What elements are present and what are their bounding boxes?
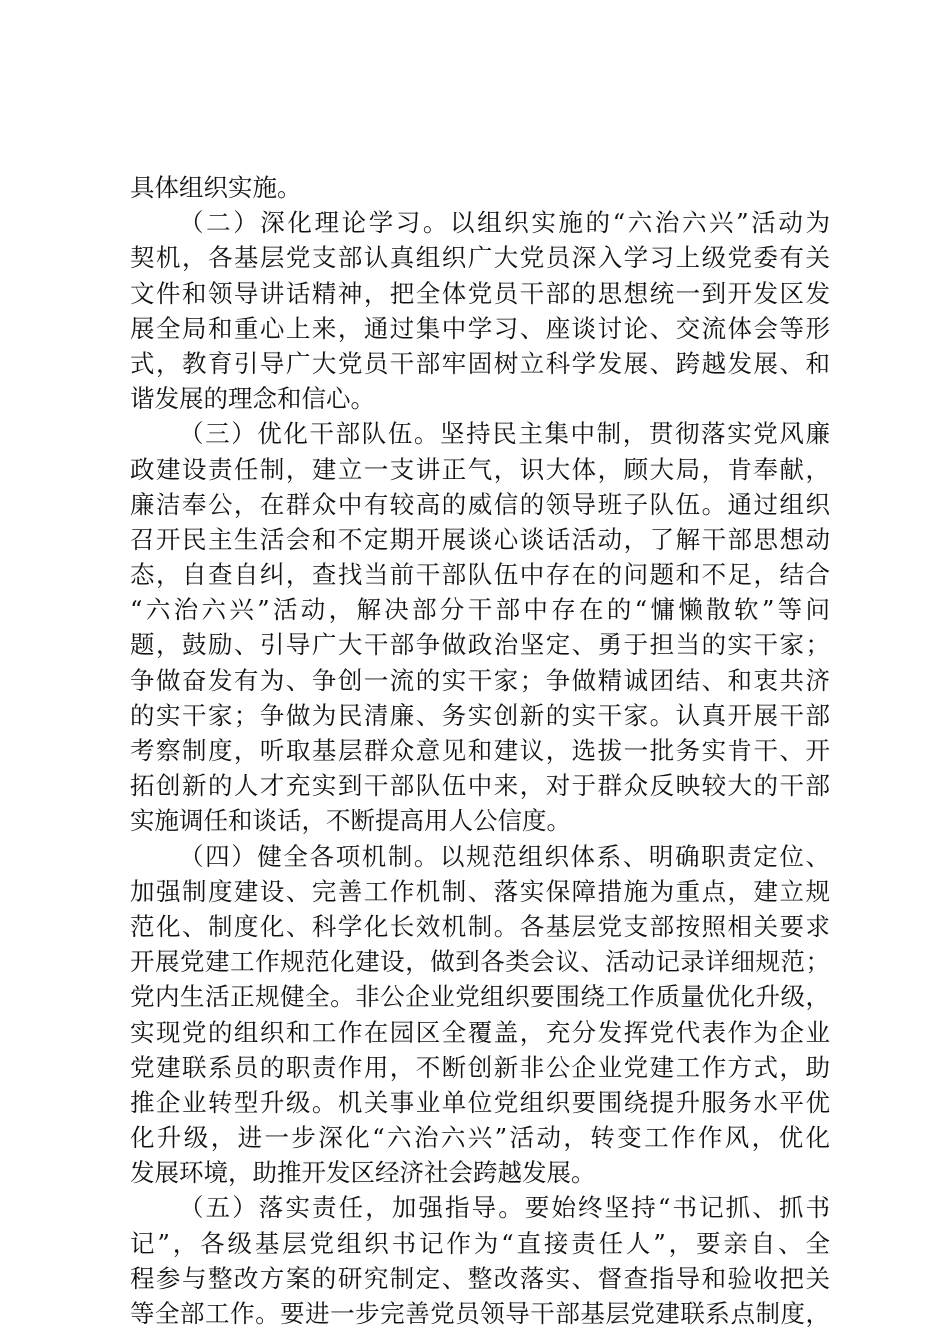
- text-line: 廉洁奉公，在群众中有较高的威信的领导班子队伍。通过组织: [130, 489, 830, 519]
- text-line: 谐发展的理念和信心。: [130, 384, 375, 414]
- text-line: 契机，各基层党支部认真组织广大党员深入学习上级党委有关: [130, 243, 830, 273]
- text-line: 等全部工作。要进一步完善党员领导干部基层党建联系点制度，: [130, 1299, 830, 1328]
- text-line: 记”，各级基层党组织书记作为“直接责任人”，要亲自、全: [130, 1228, 830, 1258]
- text-line: 态，自查自纠，查找当前干部队伍中存在的问题和不足，结合: [130, 560, 830, 590]
- paragraph-first-line: （三）优化干部队伍。坚持民主集中制，贯彻落实党风廉: [179, 419, 830, 449]
- text-line: 召开民主生活会和不定期开展谈心谈话活动，了解干部思想动: [130, 524, 830, 554]
- text-line: 推企业转型升级。机关事业单位党组织要围绕提升服务水平优: [130, 1087, 830, 1117]
- text-line: 党建联系员的职责作用，不断创新非公企业党建工作方式，助: [130, 1052, 830, 1082]
- paragraph-first-line: （五）落实责任，加强指导。要始终坚持“书记抓、抓书: [179, 1193, 830, 1223]
- text-line: 加强制度建设、完善工作机制、落实保障措施为重点，建立规: [130, 876, 830, 906]
- paragraph-first-line: （二）深化理论学习。以组织实施的“六治六兴”活动为: [179, 208, 830, 238]
- text-line: 具体组织实施。: [130, 173, 302, 202]
- paragraph-first-line: （四）健全各项机制。以规范组织体系、明确职责定位、: [179, 841, 830, 871]
- text-line: 实现党的组织和工作在园区全覆盖，充分发挥党代表作为企业: [130, 1017, 830, 1047]
- text-line: 考察制度，听取基层群众意见和建议，选拔一批务实肯干、开: [130, 736, 830, 765]
- text-line: 化升级，进一步深化“六治六兴”活动，转变工作作风，优化: [130, 1123, 830, 1153]
- text-line: 的实干家；争做为民清廉、务实创新的实干家。认真开展干部: [130, 700, 830, 730]
- text-line: 程参与整改方案的研究制定、整改落实、督查指导和验收把关: [130, 1263, 830, 1293]
- document-body-text: [130, 170, 830, 1331]
- text-line: “六治六兴”活动，解决部分干部中存在的“慵懒散软”等问: [130, 595, 830, 625]
- text-line: 政建设责任制，建立一支讲正气，识大体，顾大局，肯奉献，: [130, 454, 830, 484]
- text-line: 题，鼓励、引导广大干部争做政治坚定、勇于担当的实干家；: [130, 630, 830, 660]
- text-line: 展全局和重心上来，通过集中学习、座谈讨论、交流体会等形: [130, 313, 830, 343]
- text-line: 范化、制度化、科学化长效机制。各基层党支部按照相关要求: [130, 911, 830, 941]
- text-line: 开展党建工作规范化建设，做到各类会议、活动记录详细规范；: [130, 947, 830, 977]
- text-line: 争做奋发有为、争创一流的实干家；争做精诚团结、和衷共济: [130, 665, 830, 695]
- text-line: 实施调任和谈话，不断提高用人公信度。: [130, 806, 571, 836]
- text-line: 发展环境，助推开发区经济社会跨越发展。: [130, 1158, 596, 1188]
- text-line: 党内生活正规健全。非公企业党组织要围绕工作质量优化升级，: [130, 982, 830, 1012]
- text-line: 拓创新的人才充实到干部队伍中来，对于群众反映较大的干部: [130, 771, 830, 801]
- text-line: 式，教育引导广大党员干部牢固树立科学发展、跨越发展、和: [130, 348, 830, 378]
- text-line: 文件和领导讲话精神，把全体党员干部的思想统一到开发区发: [130, 278, 830, 308]
